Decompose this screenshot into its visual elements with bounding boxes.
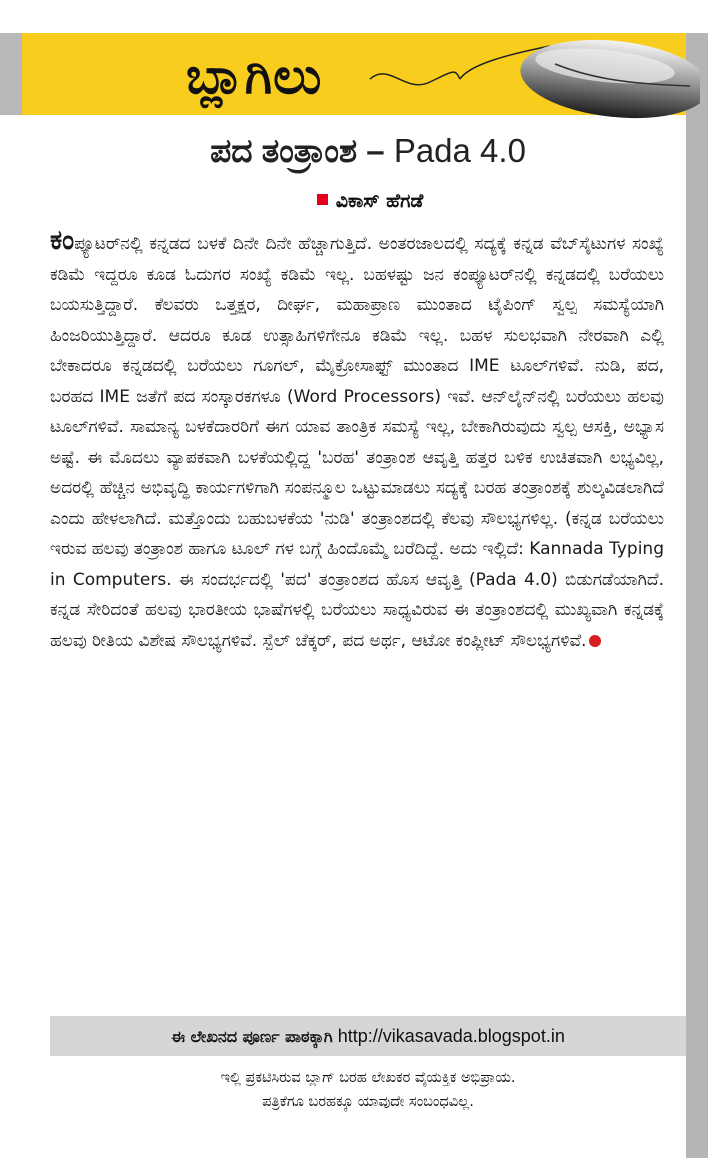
disclaimer-line-1: ಇಲ್ಲಿ ಪ್ರಕಟಿಸಿರುವ ಬ್ಲಾಗ್ ಬರಹ ಲೇಖಕರ ವೈಯಕ್ತಿಕ ಅಭಿಪ್ರಾಯ.: [220, 1070, 516, 1086]
article-body: [50, 226, 664, 656]
article-title-kannada: ಪದ ತಂತ್ರಾಂಶ –: [210, 132, 385, 169]
dropcap: ಕಂ: [50, 225, 75, 256]
byline: [220, 190, 520, 212]
read-more-bar: [50, 1016, 686, 1056]
section-title: ಬ್ಲಾಗಿಲು: [186, 46, 323, 105]
read-more-label: ಈ ಲೇಖನದ ಪೂರ್ಣ ಪಾಠಕ್ಕಾಗಿ: [171, 1027, 333, 1046]
red-end-dot: [589, 635, 601, 647]
banner-left-edge: [0, 33, 22, 115]
article-title: [50, 132, 686, 171]
disclaimer-line-2: ಪತ್ರಿಕೆಗೂ ಬರಹಕ್ಕೂ ಯಾವುದೇ ಸಂಬಂಧವಿಲ್ಲ.: [262, 1094, 474, 1110]
disclaimer: [50, 1066, 686, 1114]
article-body-text: ಪ್ಯೂಟರ್‌ನಲ್ಲಿ ಕನ್ನಡದ ಬಳಕೆ ದಿನೇ ದಿನೇ ಹೆಚ್ಚಾಗುತ್ತಿದೆ. ಅಂತರಜಾಲದಲ್ಲಿ ಸದ್ಯಕ್ಕೆ ಕನ್ನಡ ವೆಬ್‌ಸೈಟುಗಳ ಸಂಖ್ಯೆ ಕಡಿಮೆ ಇದ್ದರೂ ಕೂಡ ಓದುಗರ ಸಂಖ್ಯೆ ಕಡಿಮೆ ಇಲ್ಲ. ಬಹಳಷ್ಟು ಜನ ಕಂಪ್ಯೂಟರ್‌ನಲ್ಲಿ ಕನ್ನಡದಲ್ಲಿ ಬರೆಯಲು ಬಯಸುತ್ತಿದ್ದಾರೆ. ಕೆಲವರು ಒತ್ತಕ್ಷರ, ದೀರ್ಘ, ಮಹಾಪ್ರಾಣ ಮುಂತಾದ ಟೈಪಿಂಗ್ ಸ್ವಲ್ಪ ಸಮಸ್ಯೆಯಾಗಿ ಹಿಂಜರಿಯುತ್ತಿದ್ದಾರೆ. ಆದರೂ ಕೂಡ ಉತ್ಸಾಹಿಗಳಿಗೇನೂ ಕಡಿಮೆ ಇಲ್ಲ. ಬಹಳ ಸುಲಭವಾಗಿ ನೇರವಾಗಿ ಎಲ್ಲಿ ಬೇಕಾದರೂ ಕನ್ನಡದಲ್ಲಿ ಬರೆಯಲು ಗೂಗಲ್, ಮೈಕ್ರೋಸಾಫ್ಟ್ ಮುಂತಾದ IME ಟೂಲ್‌ಗಳಿವೆ. ನುಡಿ, ಪದ, ಬರಹದ IME ಜತೆಗೆ ಪದ ಸಂಸ್ಕಾರಕಗಳೂ (Word Processors) ಇವೆ. ಆನ್‌ಲೈನ್‌ನಲ್ಲಿ ಬರೆಯಲು ಹಲವು ಟೂಲ್‌ಗಳಿವೆ. ಸಾಮಾನ್ಯ ಬಳಕೆದಾರರಿಗೆ ಈಗ ಯಾವ ತಾಂತ್ರಿಕ ಸಮಸ್ಯೆ ಇಲ್ಲ, ಬೇಕಾಗಿರುವುದು ಸ್ವಲ್ಪ ಆಸಕ್ತಿ, ಅಭ್ಯಾಸ ಅಷ್ಟೆ. ಈ ಮೊದಲು ವ್ಯಾಪಕವಾಗಿ ಬಳಕೆಯಲ್ಲಿದ್ದ 'ಬರಹ' ತಂತ್ರಾಂಶ ಆವೃತ್ತಿ ಹತ್ತರ ಬಳಿಕ ಉಚಿತವಾಗಿ ಲಭ್ಯವಿಲ್ಲ, ಅದರಲ್ಲಿ ಹೆಚ್ಚಿನ ಅಭಿವೃದ್ಧಿ ಕಾರ್ಯಗಳಿಗಾಗಿ ಸಂಪನ್ಮೂಲ ಒಟ್ಟುಮಾಡಲು ಸದ್ಯಕ್ಕೆ ಬರಹ ತಂತ್ರಾಂಶಕ್ಕೆ ಶುಲ್ಕವಿಡಲಾಗಿದೆ ಎಂದು ಹೇಳಲಾಗಿದೆ. ಮತ್ತೊಂದು ಬಹುಬಳಕೆಯ 'ನುಡಿ' ತಂತ್ರಾಂಶದಲ್ಲಿ ಕೆಲವು ಸೌಲಭ್ಯಗಳಿಲ್ಲ. (ಕನ್ನಡ ಬರೆಯಲು ಇರುವ ಹಲವು ತಂತ್ರಾಂಶ ಹಾಗೂ ಟೂಲ್ ಗಳ ಬಗ್ಗೆ ಹಿಂದೊಮ್ಮೆ ಬರೆದಿದ್ದೆ. ಅದು ಇಲ್ಲಿದೆ: Kannada Typing in Computers. ಈ ಸಂದರ್ಭದಲ್ಲಿ 'ಪದ' ತಂತ್ರಾಂಶದ ಹೊಸ ಆವೃತ್ತಿ (Pada 4.0) ಬಿಡುಗಡೆಯಾಗಿದೆ. ಕನ್ನಡ ಸೇರಿದಂತೆ ಹಲವು ಭಾರತೀಯ ಭಾಷೆಗಳಲ್ಲಿ ಬರೆಯಲು ಸಾಧ್ಯವಿರುವ ಈ ತಂತ್ರಾಂಶದಲ್ಲಿ ಮುಖ್ಯವಾಗಿ ಕನ್ನಡಕ್ಕೆ ಹಲವು ರೀತಿಯ ವಿಶೇಷ ಸೌಲಭ್ಯಗಳಿವೆ. ಸ್ಪೆಲ್ ಚೆಕ್ಕರ್, ಪದ ಅರ್ಥ, ಆಟೋ ಕಂಪ್ಲೀಟ್ ಸೌಲಭ್ಯಗಳಿವೆ.: [50, 234, 664, 651]
article-title-english: Pada 4.0: [393, 132, 526, 169]
author-name: ವಿಕಾಸ್ ಹೆಗಡೆ: [335, 190, 424, 212]
computer-mouse-icon: [360, 24, 700, 124]
blog-link[interactable]: http://vikasavada.blogspot.in: [337, 1026, 565, 1046]
red-square-bullet: [317, 194, 328, 205]
